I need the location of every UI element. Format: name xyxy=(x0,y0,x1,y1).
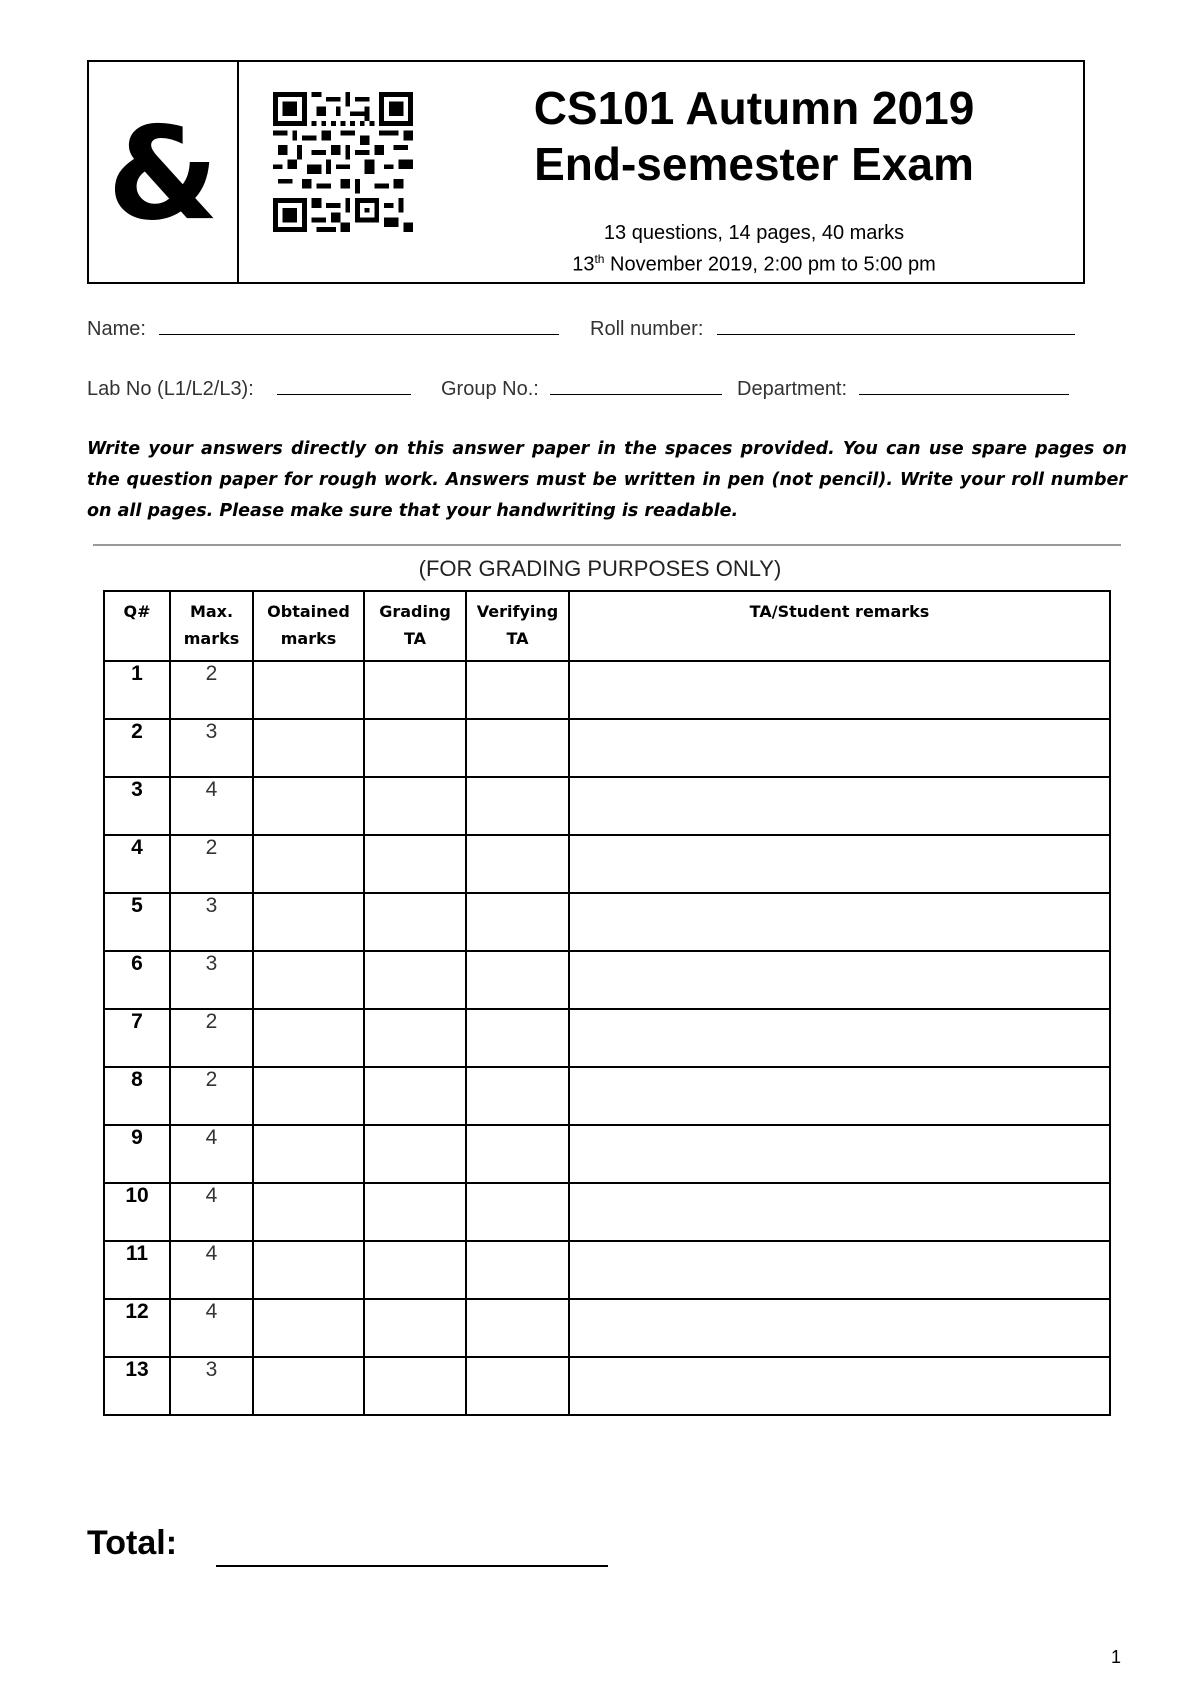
grading-table-body xyxy=(104,661,1110,1415)
table-row xyxy=(104,1009,1110,1067)
remarks-cell[interactable] xyxy=(569,1299,1110,1357)
header-remarks xyxy=(569,591,1110,661)
obtained-marks-cell[interactable] xyxy=(253,1125,364,1183)
ampersand-logo: & xyxy=(107,100,219,249)
header-obtained-marks xyxy=(253,591,364,661)
name-field xyxy=(87,318,559,341)
roll-number-label: Roll number: xyxy=(590,318,704,340)
verifying-ta-cell[interactable] xyxy=(466,1299,569,1357)
question-number-cell: 5 xyxy=(104,893,170,951)
grading-ta-cell[interactable] xyxy=(364,893,466,951)
obtained-marks-cell[interactable] xyxy=(253,1357,364,1415)
remarks-cell[interactable] xyxy=(569,661,1110,719)
obtained-marks-cell[interactable] xyxy=(253,1067,364,1125)
obtained-marks-cell[interactable] xyxy=(253,661,364,719)
remarks-cell[interactable] xyxy=(569,1067,1110,1125)
verifying-ta-cell[interactable] xyxy=(466,1125,569,1183)
grading-ta-cell[interactable] xyxy=(364,1125,466,1183)
header-obtained-line1: Obtained xyxy=(267,602,350,621)
lab-no-label: Lab No (L1/L2/L3): xyxy=(87,378,254,400)
remarks-cell[interactable] xyxy=(569,1009,1110,1067)
question-number-cell: 6 xyxy=(104,951,170,1009)
grading-ta-cell[interactable] xyxy=(364,1241,466,1299)
verifying-ta-cell[interactable] xyxy=(466,893,569,951)
grading-ta-cell[interactable] xyxy=(364,661,466,719)
verifying-ta-cell[interactable] xyxy=(466,1357,569,1415)
header-verifying-line2: TA xyxy=(506,629,529,648)
question-number-cell: 9 xyxy=(104,1125,170,1183)
grading-ta-cell[interactable] xyxy=(364,777,466,835)
remarks-cell[interactable] xyxy=(569,1357,1110,1415)
table-row xyxy=(104,661,1110,719)
question-number-cell: 8 xyxy=(104,1067,170,1125)
verifying-ta-cell[interactable] xyxy=(466,1067,569,1125)
header-grading-line2: TA xyxy=(403,629,427,648)
department-field xyxy=(737,378,1069,401)
obtained-marks-cell[interactable] xyxy=(253,1183,364,1241)
verifying-ta-cell[interactable] xyxy=(466,719,569,777)
max-marks-cell: 3 xyxy=(170,893,253,951)
exam-title-block xyxy=(429,80,1079,278)
name-label: Name: xyxy=(87,318,146,340)
remarks-cell[interactable] xyxy=(569,719,1110,777)
remarks-cell[interactable] xyxy=(569,777,1110,835)
exam-date-rest: November 2019, 2:00 pm to 5:00 pm xyxy=(604,253,936,276)
grading-ta-cell[interactable] xyxy=(364,835,466,893)
page-number: 1 xyxy=(1111,1647,1122,1667)
group-no-blank[interactable] xyxy=(550,378,722,395)
header-grading-line1: Grading xyxy=(379,602,451,621)
obtained-marks-cell[interactable] xyxy=(253,719,364,777)
verifying-ta-cell[interactable] xyxy=(466,1183,569,1241)
exam-title-line1: CS101 Autumn 2019 xyxy=(533,82,975,134)
group-no-label: Group No.: xyxy=(441,378,539,400)
max-marks-cell: 3 xyxy=(170,1357,253,1415)
max-marks-cell: 4 xyxy=(170,1183,253,1241)
obtained-marks-cell[interactable] xyxy=(253,835,364,893)
department-label: Department: xyxy=(737,378,848,400)
header-remarks-label: TA/Student remarks xyxy=(749,602,930,621)
question-number-cell: 3 xyxy=(104,777,170,835)
verifying-ta-cell[interactable] xyxy=(466,661,569,719)
grading-ta-cell[interactable] xyxy=(364,951,466,1009)
obtained-marks-cell[interactable] xyxy=(253,893,364,951)
header-q-label: Q# xyxy=(123,602,151,621)
grading-ta-cell[interactable] xyxy=(364,1357,466,1415)
table-row xyxy=(104,1299,1110,1357)
logo-cell xyxy=(89,62,239,282)
verifying-ta-cell[interactable] xyxy=(466,777,569,835)
max-marks-cell: 2 xyxy=(170,1009,253,1067)
header-max-marks xyxy=(170,591,253,661)
grading-ta-cell[interactable] xyxy=(364,1067,466,1125)
header-verifying-ta xyxy=(466,591,569,661)
question-number-cell: 12 xyxy=(104,1299,170,1357)
remarks-cell[interactable] xyxy=(569,893,1110,951)
grading-ta-cell[interactable] xyxy=(364,1183,466,1241)
max-marks-cell: 3 xyxy=(170,719,253,777)
question-number-cell: 1 xyxy=(104,661,170,719)
total-blank[interactable] xyxy=(216,1565,608,1567)
header-max-line1: Max. xyxy=(189,602,234,621)
header-grading-ta xyxy=(364,591,466,661)
exam-header-box xyxy=(87,60,1085,284)
obtained-marks-cell[interactable] xyxy=(253,1299,364,1357)
exam-date-suffix: th xyxy=(594,252,605,266)
exam-date xyxy=(429,246,1079,278)
grading-ta-cell[interactable] xyxy=(364,1299,466,1357)
lab-no-field xyxy=(87,378,411,401)
department-blank[interactable] xyxy=(859,378,1069,395)
verifying-ta-cell[interactable] xyxy=(466,951,569,1009)
exam-summary: 13 questions, 14 pages, 40 marks xyxy=(603,222,905,244)
grading-ta-cell[interactable] xyxy=(364,1009,466,1067)
max-marks-cell: 4 xyxy=(170,777,253,835)
question-number-cell: 4 xyxy=(104,835,170,893)
total-label: Total: xyxy=(87,1524,178,1562)
remarks-cell[interactable] xyxy=(569,1125,1110,1183)
remarks-cell[interactable] xyxy=(569,1183,1110,1241)
question-number-cell: 11 xyxy=(104,1241,170,1299)
exam-title-line2: End-semester Exam xyxy=(534,138,974,190)
exam-date-day: 13 xyxy=(572,253,595,276)
table-row xyxy=(104,1241,1110,1299)
max-marks-cell: 4 xyxy=(170,1125,253,1183)
instructions-text: Write your answers directly on this answer paper in the spaces provided. You can use spare pages on the question paper for rough work. Answers must be written in pen (not pencil). Write your roll number on all pages. Please make sure that your handwriting is readable. xyxy=(87,439,1127,521)
remarks-cell[interactable] xyxy=(569,951,1110,1009)
header-verifying-line1: Verifying xyxy=(476,602,559,621)
grading-ta-cell[interactable] xyxy=(364,719,466,777)
section-divider xyxy=(93,544,1121,546)
table-row xyxy=(104,835,1110,893)
table-row xyxy=(104,951,1110,1009)
verifying-ta-cell[interactable] xyxy=(466,1009,569,1067)
max-marks-cell: 4 xyxy=(170,1299,253,1357)
max-marks-cell: 2 xyxy=(170,1067,253,1125)
name-blank[interactable] xyxy=(159,318,559,335)
max-marks-cell: 3 xyxy=(170,951,253,1009)
grading-table xyxy=(103,590,1111,1416)
remarks-cell[interactable] xyxy=(569,835,1110,893)
header-q xyxy=(104,591,170,661)
grading-table-header-row xyxy=(104,591,1110,661)
obtained-marks-cell[interactable] xyxy=(253,951,364,1009)
table-row xyxy=(104,719,1110,777)
header-obtained-line2: marks xyxy=(280,629,337,648)
table-row xyxy=(104,1067,1110,1125)
question-number-cell: 7 xyxy=(104,1009,170,1067)
remarks-cell[interactable] xyxy=(569,1241,1110,1299)
table-row xyxy=(104,1183,1110,1241)
question-number-cell: 13 xyxy=(104,1357,170,1415)
verifying-ta-cell[interactable] xyxy=(466,835,569,893)
question-number-cell: 10 xyxy=(104,1183,170,1241)
max-marks-cell: 2 xyxy=(170,835,253,893)
table-row xyxy=(104,1357,1110,1415)
roll-number-field xyxy=(590,318,1075,341)
obtained-marks-cell[interactable] xyxy=(253,777,364,835)
table-row xyxy=(104,893,1110,951)
obtained-marks-cell[interactable] xyxy=(253,1241,364,1299)
table-row xyxy=(104,777,1110,835)
max-marks-cell: 4 xyxy=(170,1241,253,1299)
qr-code-icon xyxy=(273,92,413,232)
lab-no-blank[interactable] xyxy=(277,378,411,395)
group-no-field xyxy=(441,378,722,401)
max-marks-cell: 2 xyxy=(170,661,253,719)
obtained-marks-cell[interactable] xyxy=(253,1009,364,1067)
header-max-line2: marks xyxy=(183,629,240,648)
verifying-ta-cell[interactable] xyxy=(466,1241,569,1299)
table-row xyxy=(104,1125,1110,1183)
grading-caption: (FOR GRADING PURPOSES ONLY) xyxy=(418,556,782,581)
roll-number-blank[interactable] xyxy=(717,318,1075,335)
question-number-cell: 2 xyxy=(104,719,170,777)
